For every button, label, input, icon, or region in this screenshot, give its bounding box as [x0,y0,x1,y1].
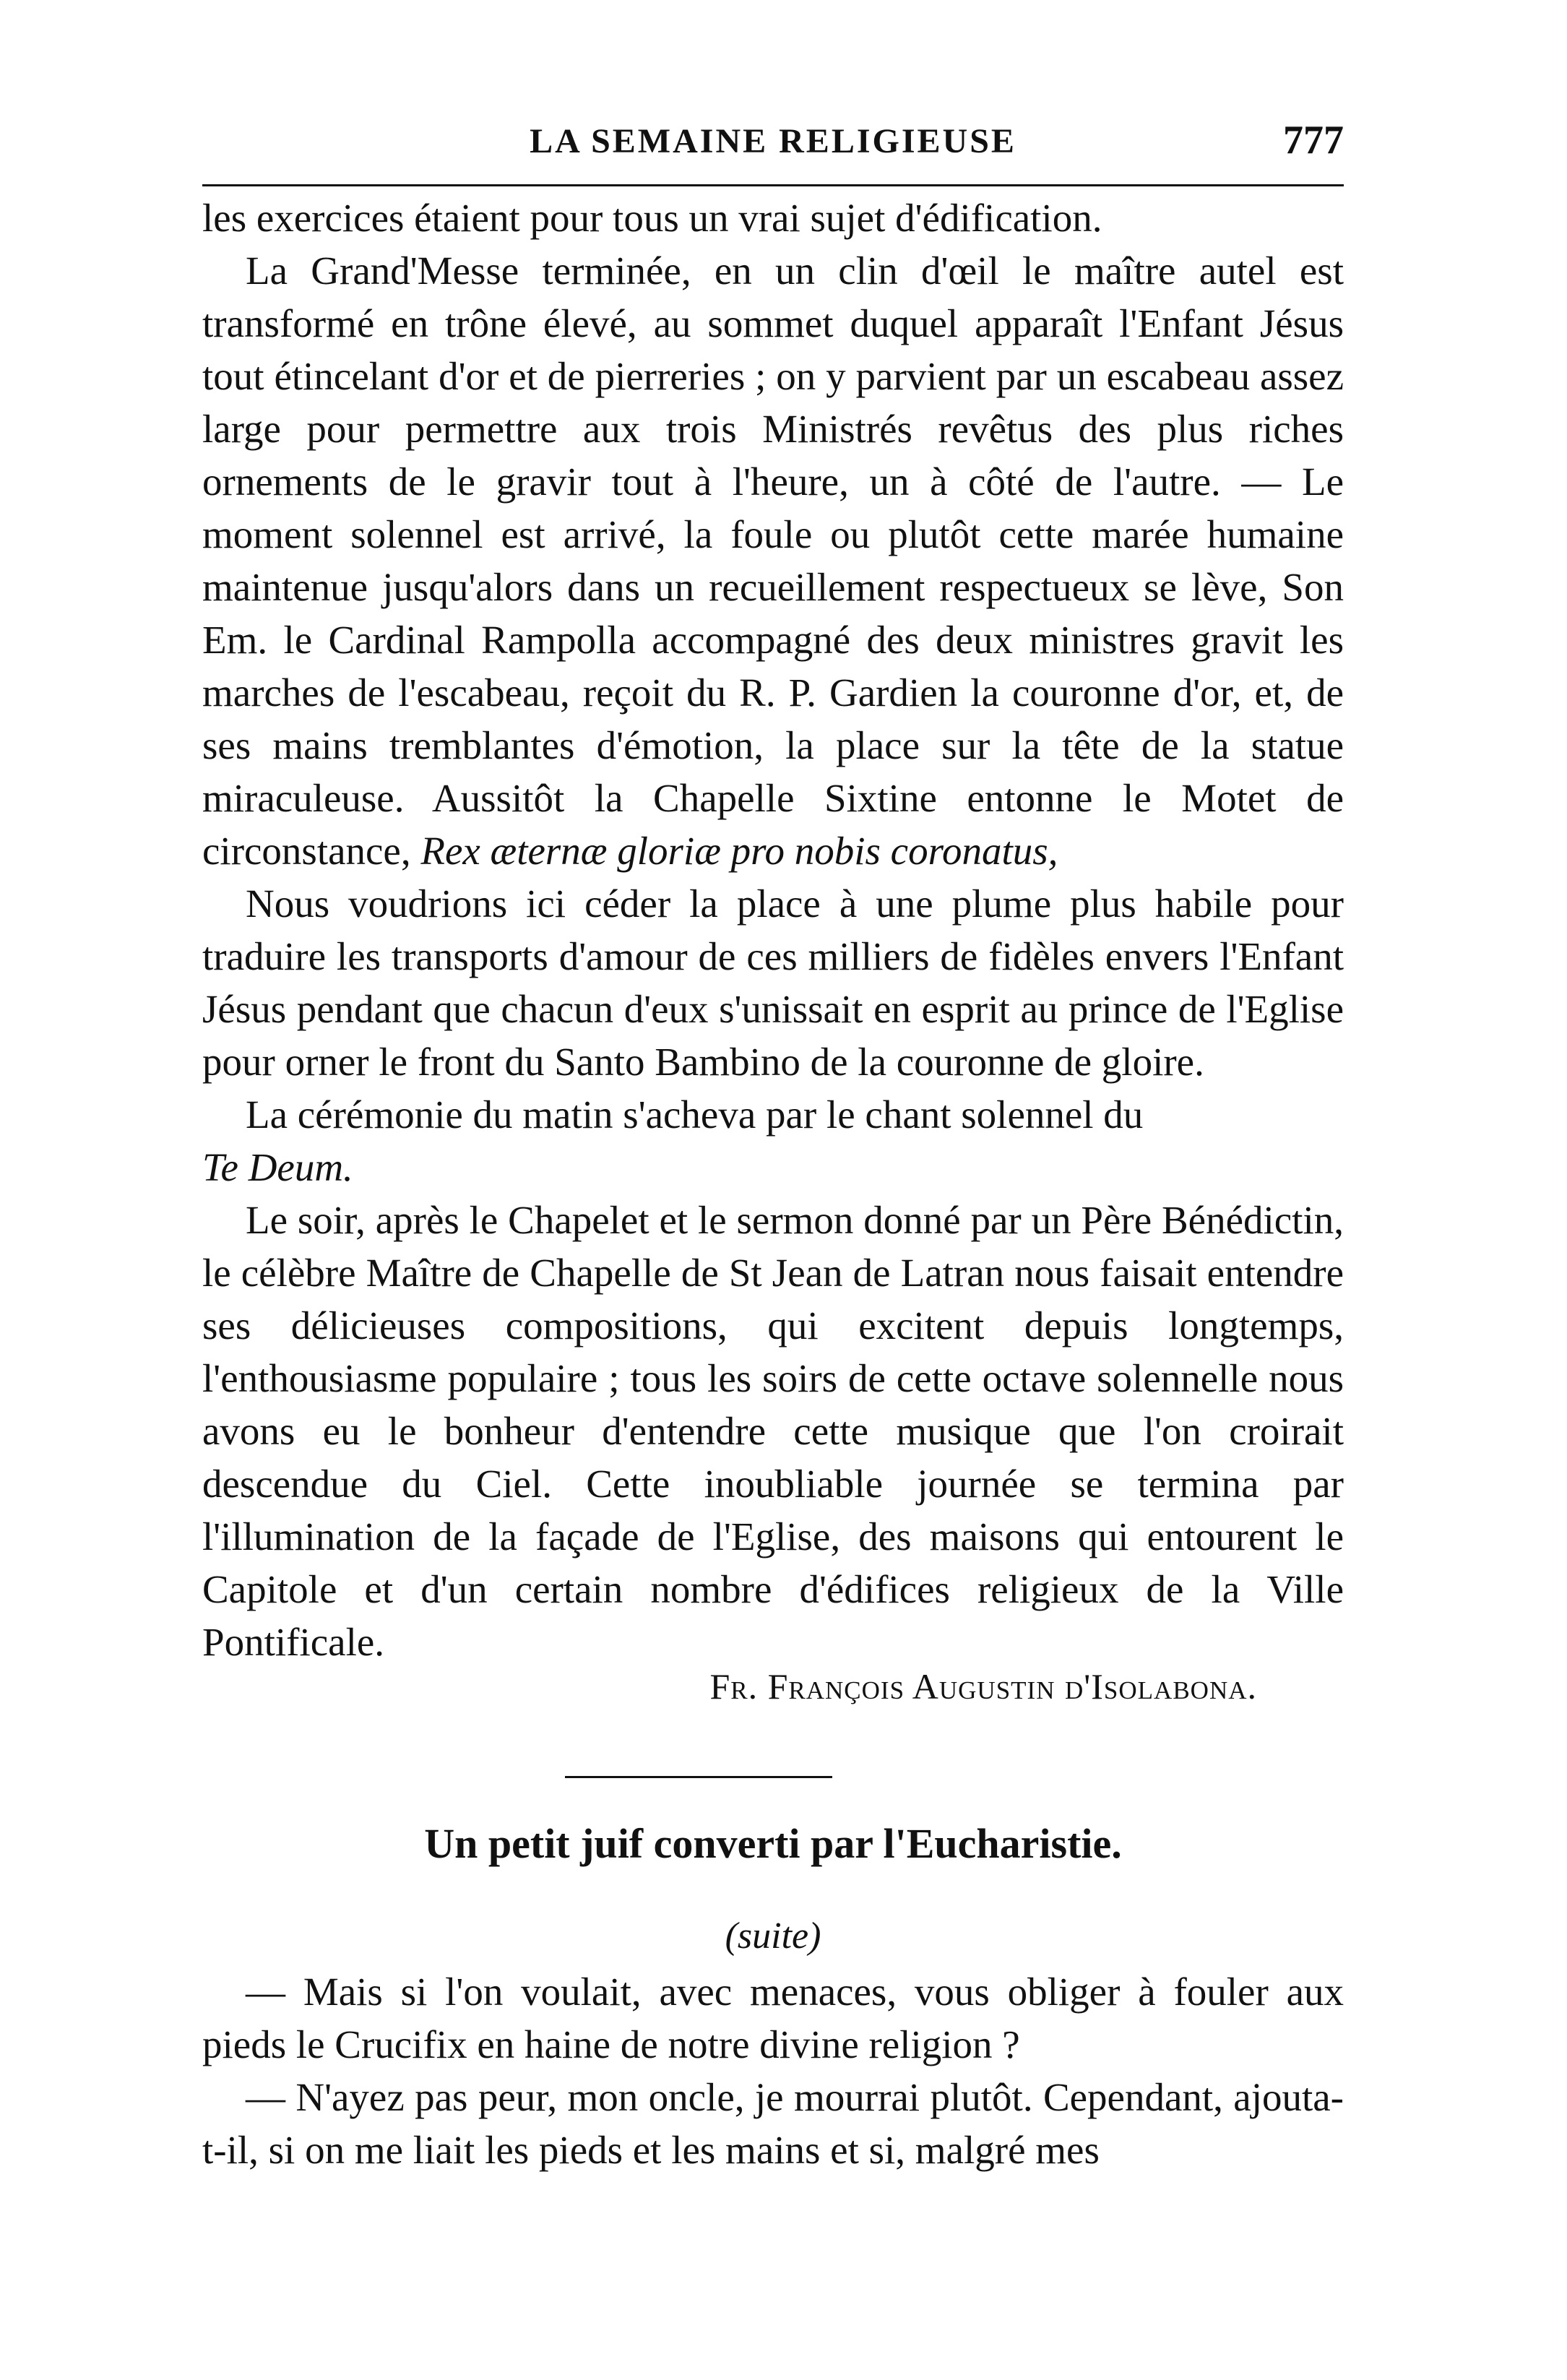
paragraph: Le soir, après le Chapelet et le sermon donné par un Père Bénédictin, le célèbre Maître de Chapelle de St Jean de Latran nous faisait entendre ses délicieuses compositions, qui excitent depuis longtemps, l'enthousiasme populaire ; tous les soirs de cette octave solennelle nous avons eu le bonheur d'entendre cette musique que l'on croirait descendue du Ciel. Cette inoubliable journée se termina par l'illumination de la façade de l'Eglise, des maisons qui entourent le Capitole et d'un certain nombre d'édifices religieux de la Ville Pontificale. [202,1198,1344,1664]
section-body [202,1965,1344,2176]
paragraph: Nous voudrions ici céder la place à une plume plus habile pour traduire les transports d'amour de ces milliers de fidèles envers l'Enfant Jésus pendant que chacun d'eux s'unissait en esprit au prince de l'Eglise pour orner le front du Santo Bambino de la couronne de gloire. [202,881,1344,1084]
dialogue-line: — Mais si l'on voulait, avec menaces, vous obliger à fouler aux pieds le Crucifix en haine de notre divine religion ? [202,1970,1344,2066]
page-header [202,118,1344,179]
dialogue-line: — N'ayez pas peur, mon oncle, je mourrai plutôt. Cependant, ajouta-t-il, si on me liait les pieds et les mains et si, malgré mes [202,2075,1344,2172]
te-deum: Te Deum. [202,1145,353,1189]
paragraph: La cérémonie du matin s'acheva par le chant solennel du [246,1092,1144,1137]
article-body [202,191,1344,1668]
page-number: 777 [1283,118,1344,163]
section-divider [565,1776,832,1778]
section-title: Un petit juif converti par l'Eucharistie. [424,1820,1122,1867]
motet-latin: Rex æternæ gloriæ pro nobis coronatus, [420,829,1058,873]
signature: Fr. François Augustin d'Isolabona. [709,1666,1257,1707]
running-head: LA SEMAINE RELIGIEUSE [530,122,1016,160]
paragraph-continued: les exercices étaient pour tous un vrai sujet d'édification. [202,196,1102,240]
header-rule [202,184,1344,186]
paragraph-text: La Grand'Messe terminée, en un clin d'œil le maître autel est transformé en trône élevé, au sommet duquel apparaît l'Enfant Jésus tout étincelant d'or et de pierreries ; on y parvient par un escabeau assez large pour permettre aux trois Ministrés revêtus des plus riches ornements de le gravir tout à l'heure, un à côté de l'autre. — Le moment solennel est arrivé, la foule ou plutôt cette marée humaine maintenue jusqu'alors dans un recueillement respectueux se lève, Son Em. le Cardinal Rampolla accompagné des deux ministres gravit les marches de l'escabeau, reçoit du R. P. Gardien la couronne d'or, et, de ses mains tremblantes d'émotion, la place sur la tête de la statue miraculeuse. Aussitôt la Chapelle Sixtine entonne le Motet de circonstance, [202,249,1344,873]
paragraph [202,244,1344,877]
section-subtitle: (suite) [725,1915,821,1957]
